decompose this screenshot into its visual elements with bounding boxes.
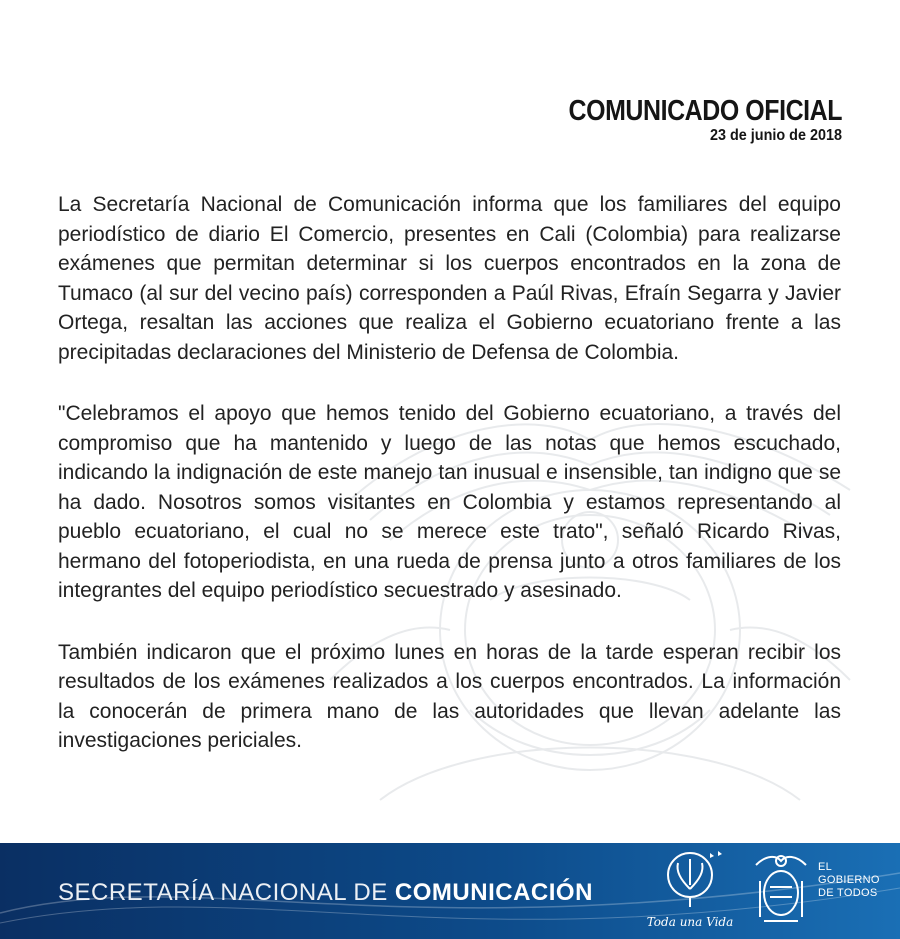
- tree-icon: [640, 849, 740, 909]
- gob-line-3: DE TODOS: [818, 887, 878, 899]
- secretaria-bold-text: COMUNICACIÓN: [394, 879, 593, 906]
- page-date: 23 de junio de 2018: [709, 127, 842, 144]
- header: [524, 95, 842, 145]
- toda-una-vida-logo: [640, 849, 740, 935]
- gobierno-de-todos-logo: [818, 861, 880, 900]
- statement-body: [58, 190, 841, 788]
- vida-line-1: Toda: [646, 915, 676, 929]
- coat-of-arms-icon: [752, 851, 810, 931]
- paragraph-3: También indicaron que el próximo lunes en horas de la tarde esperan recibir los resultados de los exámenes realizados a los cuerpos encontrados. La información la conocerán de primera mano de las autoridades que llevan adelante las investigaciones periciales.: [58, 640, 841, 752]
- paragraph-1: La Secretaría Nacional de Comunicación informa que los familiares del equipo periodístico de diario El Comercio, presentes en Cali (Colombia) para realizarse exámenes que permitan determinar si los cuerpos encontrados en la zona de Tumaco (al sur del vecino país) corresponden a Paúl Rivas, Efraín Segarra y Javier Ortega, resaltan las acciones que realiza el Gobierno ecuatoriano frente a las precipitadas declaraciones del Ministerio de Defensa de Colombia.: [58, 193, 841, 364]
- page-title: COMUNICADO OFICIAL: [568, 95, 842, 127]
- vida-text: [640, 916, 740, 929]
- secretaria-wordmark: [58, 879, 593, 907]
- secretaria-light-text: SECRETARÍA NACIONAL DE: [58, 879, 395, 906]
- gob-line-1: EL: [818, 861, 833, 873]
- footer-banner: [0, 843, 900, 939]
- gob-line-2: GOBIERNO: [818, 874, 880, 886]
- paragraph-2: "Celebramos el apoyo que hemos tenido del Gobierno ecuatoriano, a través del compromiso que ha mantenido y luego de las notas que hemos escuchado, indicando la indignación de este manejo tan inusual e insensible, tan indigno que se ha dado. Nosotros somos visitantes en Colombia y estamos representando al pueblo ecuatoriano, el cual no se merece este trato", señaló Ricardo Rivas, hermano del fotoperiodista, en una rueda de prensa junto a otros familiares de los integrantes del equipo periodístico secuestrado y asesinado.: [58, 402, 841, 602]
- vida-line-2: una Vida: [679, 915, 734, 929]
